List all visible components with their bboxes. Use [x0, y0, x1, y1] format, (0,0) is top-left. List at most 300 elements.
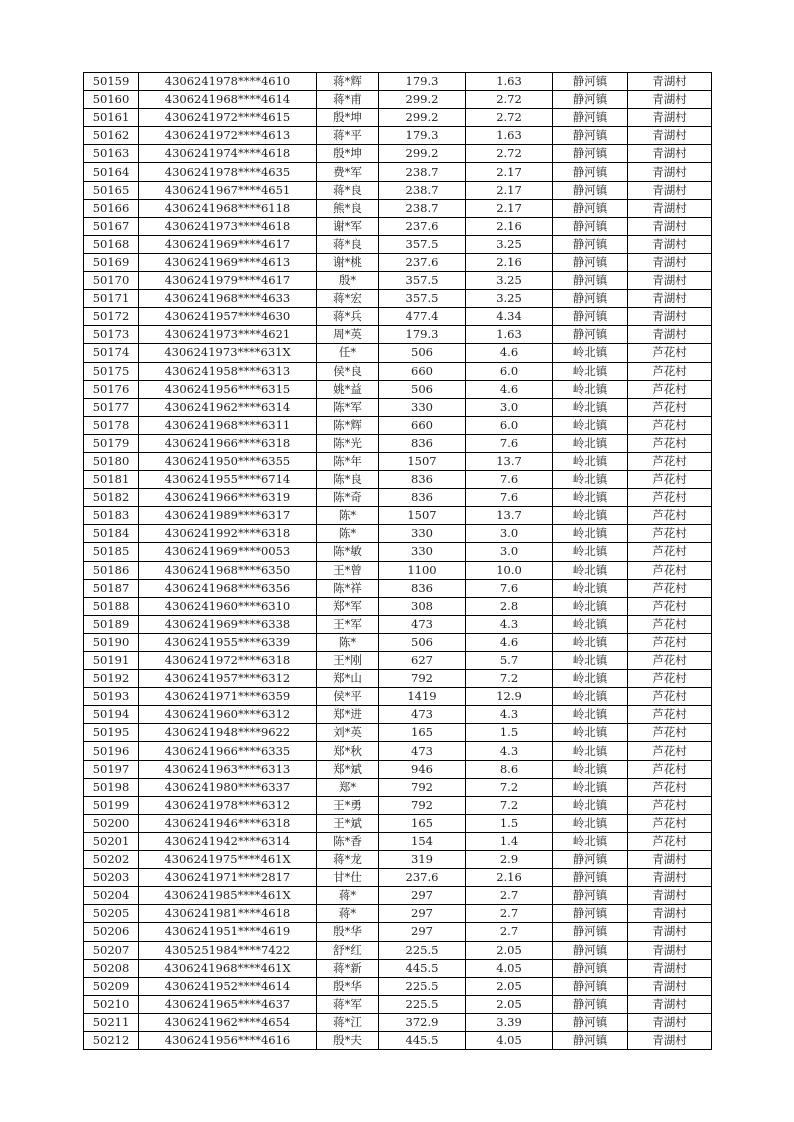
cell-id-number: 4306241957****4630	[139, 308, 317, 326]
cell-id-number: 4306241966****6319	[139, 489, 317, 507]
cell-amount: 836	[379, 471, 466, 489]
cell-village: 青湖村	[628, 308, 712, 326]
cell-quantity: 4.3	[466, 706, 553, 724]
cell-id-number: 4306241956****6315	[139, 380, 317, 398]
cell-amount: 445.5	[379, 1031, 466, 1049]
cell-serial-number: 50204	[84, 887, 139, 905]
table-row	[84, 615, 712, 633]
cell-amount: 238.7	[379, 181, 466, 199]
cell-id-number: 4306241980****6337	[139, 778, 317, 796]
cell-name: 蒋*江	[317, 1013, 379, 1031]
cell-serial-number: 50182	[84, 489, 139, 507]
cell-town: 岭北镇	[553, 579, 628, 597]
cell-amount: 660	[379, 416, 466, 434]
cell-serial-number: 50196	[84, 742, 139, 760]
cell-town: 岭北镇	[553, 507, 628, 525]
cell-serial-number: 50177	[84, 398, 139, 416]
cell-serial-number: 50188	[84, 597, 139, 615]
cell-id-number: 4306241992****6318	[139, 525, 317, 543]
cell-amount: 330	[379, 398, 466, 416]
cell-serial-number: 50164	[84, 163, 139, 181]
cell-quantity: 2.72	[466, 91, 553, 109]
cell-quantity: 4.6	[466, 633, 553, 651]
cell-serial-number: 50167	[84, 217, 139, 235]
cell-village: 青湖村	[628, 941, 712, 959]
table-row	[84, 344, 712, 362]
cell-serial-number: 50178	[84, 416, 139, 434]
cell-quantity: 3.0	[466, 543, 553, 561]
cell-town: 岭北镇	[553, 398, 628, 416]
cell-town: 岭北镇	[553, 670, 628, 688]
cell-id-number: 4306241955****6339	[139, 633, 317, 651]
table-row	[84, 796, 712, 814]
cell-amount: 238.7	[379, 199, 466, 217]
cell-name: 侯*平	[317, 688, 379, 706]
table-row	[84, 579, 712, 597]
cell-quantity: 3.0	[466, 398, 553, 416]
table-row	[84, 253, 712, 271]
cell-serial-number: 50195	[84, 724, 139, 742]
cell-amount: 308	[379, 597, 466, 615]
cell-quantity: 7.6	[466, 579, 553, 597]
table-row	[84, 706, 712, 724]
cell-village: 青湖村	[628, 977, 712, 995]
table-row	[84, 977, 712, 995]
cell-town: 静河镇	[553, 977, 628, 995]
cell-town: 静河镇	[553, 199, 628, 217]
cell-amount: 154	[379, 832, 466, 850]
cell-amount: 297	[379, 923, 466, 941]
table-row	[84, 109, 712, 127]
cell-serial-number: 50175	[84, 362, 139, 380]
cell-serial-number: 50199	[84, 796, 139, 814]
cell-amount: 445.5	[379, 959, 466, 977]
cell-name: 陈*祥	[317, 579, 379, 597]
table-row	[84, 127, 712, 145]
cell-id-number: 4306241968****4614	[139, 91, 317, 109]
cell-name: 陈*香	[317, 832, 379, 850]
cell-amount: 225.5	[379, 941, 466, 959]
cell-town: 岭北镇	[553, 724, 628, 742]
cell-id-number: 4306241969****4613	[139, 253, 317, 271]
cell-town: 静河镇	[553, 1031, 628, 1049]
cell-id-number: 4306241973****4621	[139, 326, 317, 344]
cell-name: 殷*坤	[317, 145, 379, 163]
cell-village: 青湖村	[628, 253, 712, 271]
cell-town: 静河镇	[553, 109, 628, 127]
cell-name: 刘*英	[317, 724, 379, 742]
cell-name: 蒋*良	[317, 181, 379, 199]
cell-serial-number: 50198	[84, 778, 139, 796]
table-row	[84, 73, 712, 91]
cell-quantity: 6.0	[466, 416, 553, 434]
cell-name: 陈*光	[317, 434, 379, 452]
cell-town: 静河镇	[553, 272, 628, 290]
cell-town: 岭北镇	[553, 706, 628, 724]
cell-amount: 357.5	[379, 272, 466, 290]
cell-quantity: 4.34	[466, 308, 553, 326]
cell-town: 静河镇	[553, 308, 628, 326]
cell-name: 蒋*军	[317, 995, 379, 1013]
cell-quantity: 2.16	[466, 253, 553, 271]
cell-name: 蒋*甫	[317, 91, 379, 109]
cell-serial-number: 50172	[84, 308, 139, 326]
cell-town: 岭北镇	[553, 543, 628, 561]
table-row	[84, 1031, 712, 1049]
cell-quantity: 4.3	[466, 742, 553, 760]
cell-name: 陈*辉	[317, 416, 379, 434]
cell-id-number: 4306241978****4635	[139, 163, 317, 181]
cell-name: 舒*红	[317, 941, 379, 959]
cell-id-number: 4306241969****0053	[139, 543, 317, 561]
cell-amount: 357.5	[379, 290, 466, 308]
table-row	[84, 633, 712, 651]
table-row	[84, 308, 712, 326]
cell-village: 芦花村	[628, 633, 712, 651]
cell-town: 静河镇	[553, 887, 628, 905]
cell-quantity: 1.5	[466, 814, 553, 832]
cell-village: 青湖村	[628, 1013, 712, 1031]
cell-quantity: 5.7	[466, 652, 553, 670]
cell-amount: 299.2	[379, 145, 466, 163]
cell-quantity: 13.7	[466, 452, 553, 470]
cell-village: 芦花村	[628, 543, 712, 561]
cell-name: 陈*良	[317, 471, 379, 489]
cell-name: 王*军	[317, 615, 379, 633]
cell-name: 王*斌	[317, 814, 379, 832]
cell-quantity: 1.4	[466, 832, 553, 850]
cell-name: 蒋*新	[317, 959, 379, 977]
cell-village: 芦花村	[628, 579, 712, 597]
cell-serial-number: 50186	[84, 561, 139, 579]
cell-name: 王*刚	[317, 652, 379, 670]
cell-name: 郑*秋	[317, 742, 379, 760]
cell-village: 芦花村	[628, 362, 712, 380]
cell-quantity: 3.39	[466, 1013, 553, 1031]
cell-village: 芦花村	[628, 832, 712, 850]
cell-town: 岭北镇	[553, 832, 628, 850]
cell-town: 岭北镇	[553, 814, 628, 832]
cell-amount: 179.3	[379, 326, 466, 344]
table-row	[84, 416, 712, 434]
cell-quantity: 2.17	[466, 181, 553, 199]
cell-village: 青湖村	[628, 145, 712, 163]
cell-id-number: 4306241981****4618	[139, 905, 317, 923]
table-row	[84, 851, 712, 869]
table-row	[84, 181, 712, 199]
cell-village: 芦花村	[628, 452, 712, 470]
cell-amount: 330	[379, 543, 466, 561]
cell-town: 岭北镇	[553, 434, 628, 452]
cell-name: 陈*	[317, 525, 379, 543]
cell-serial-number: 50206	[84, 923, 139, 941]
cell-village: 青湖村	[628, 109, 712, 127]
cell-town: 岭北镇	[553, 525, 628, 543]
table-row	[84, 380, 712, 398]
cell-quantity: 7.6	[466, 489, 553, 507]
cell-town: 岭北镇	[553, 561, 628, 579]
cell-quantity: 2.7	[466, 887, 553, 905]
cell-serial-number: 50191	[84, 652, 139, 670]
cell-amount: 357.5	[379, 235, 466, 253]
cell-quantity: 2.17	[466, 163, 553, 181]
cell-amount: 477.4	[379, 308, 466, 326]
cell-amount: 165	[379, 724, 466, 742]
cell-id-number: 4306241962****4654	[139, 1013, 317, 1031]
cell-town: 岭北镇	[553, 471, 628, 489]
cell-serial-number: 50180	[84, 452, 139, 470]
cell-quantity: 6.0	[466, 362, 553, 380]
table-row	[84, 199, 712, 217]
cell-quantity: 7.2	[466, 796, 553, 814]
table-row	[84, 290, 712, 308]
cell-quantity: 2.72	[466, 109, 553, 127]
cell-id-number: 4306241972****6318	[139, 652, 317, 670]
cell-name: 陈*	[317, 507, 379, 525]
cell-amount: 299.2	[379, 109, 466, 127]
cell-name: 殷*坤	[317, 109, 379, 127]
cell-village: 芦花村	[628, 525, 712, 543]
table-row	[84, 272, 712, 290]
cell-name: 陈*	[317, 633, 379, 651]
cell-id-number: 4306241978****4610	[139, 73, 317, 91]
cell-amount: 179.3	[379, 73, 466, 91]
cell-serial-number: 50165	[84, 181, 139, 199]
cell-village: 青湖村	[628, 217, 712, 235]
cell-id-number: 4306241969****4617	[139, 235, 317, 253]
table-row	[84, 814, 712, 832]
cell-id-number: 4306241972****4615	[139, 109, 317, 127]
table-row	[84, 832, 712, 850]
table-row	[84, 452, 712, 470]
cell-serial-number: 50163	[84, 145, 139, 163]
cell-id-number: 4306241973****4618	[139, 217, 317, 235]
cell-village: 青湖村	[628, 869, 712, 887]
cell-name: 郑*军	[317, 597, 379, 615]
cell-serial-number: 50211	[84, 1013, 139, 1031]
table-row	[84, 145, 712, 163]
cell-town: 静河镇	[553, 959, 628, 977]
table-row	[84, 652, 712, 670]
cell-quantity: 2.17	[466, 199, 553, 217]
cell-id-number: 4306241969****6338	[139, 615, 317, 633]
cell-village: 青湖村	[628, 73, 712, 91]
cell-name: 郑*斌	[317, 760, 379, 778]
cell-village: 芦花村	[628, 507, 712, 525]
cell-name: 周*英	[317, 326, 379, 344]
cell-town: 静河镇	[553, 253, 628, 271]
table-row	[84, 235, 712, 253]
cell-amount: 299.2	[379, 91, 466, 109]
table-row	[84, 91, 712, 109]
table-row	[84, 543, 712, 561]
cell-serial-number: 50159	[84, 73, 139, 91]
table-row	[84, 217, 712, 235]
cell-village: 芦花村	[628, 434, 712, 452]
cell-id-number: 4306241968****4633	[139, 290, 317, 308]
cell-id-number: 4306241973****631X	[139, 344, 317, 362]
cell-serial-number: 50205	[84, 905, 139, 923]
cell-amount: 179.3	[379, 127, 466, 145]
cell-amount: 473	[379, 706, 466, 724]
cell-name: 侯*良	[317, 362, 379, 380]
cell-village: 芦花村	[628, 344, 712, 362]
cell-town: 静河镇	[553, 91, 628, 109]
cell-id-number: 4306241942****6314	[139, 832, 317, 850]
table-row	[84, 398, 712, 416]
cell-quantity: 3.25	[466, 290, 553, 308]
table-row	[84, 434, 712, 452]
cell-village: 青湖村	[628, 181, 712, 199]
cell-quantity: 2.9	[466, 851, 553, 869]
cell-name: 陈*军	[317, 398, 379, 416]
cell-id-number: 4306241950****6355	[139, 452, 317, 470]
cell-quantity: 2.05	[466, 995, 553, 1013]
cell-name: 郑*	[317, 778, 379, 796]
cell-name: 谢*桃	[317, 253, 379, 271]
cell-id-number: 4306241966****6335	[139, 742, 317, 760]
cell-town: 岭北镇	[553, 796, 628, 814]
cell-quantity: 1.63	[466, 73, 553, 91]
cell-serial-number: 50161	[84, 109, 139, 127]
cell-amount: 792	[379, 778, 466, 796]
cell-village: 芦花村	[628, 724, 712, 742]
cell-name: 蒋*平	[317, 127, 379, 145]
cell-village: 芦花村	[628, 471, 712, 489]
cell-village: 青湖村	[628, 959, 712, 977]
cell-quantity: 4.05	[466, 1031, 553, 1049]
cell-town: 静河镇	[553, 995, 628, 1013]
cell-name: 谢*军	[317, 217, 379, 235]
table-row	[84, 923, 712, 941]
cell-serial-number: 50203	[84, 869, 139, 887]
cell-quantity: 7.2	[466, 778, 553, 796]
cell-amount: 297	[379, 887, 466, 905]
cell-serial-number: 50192	[84, 670, 139, 688]
cell-name: 蒋*宏	[317, 290, 379, 308]
cell-name: 蒋*兵	[317, 308, 379, 326]
cell-village: 芦花村	[628, 597, 712, 615]
cell-town: 岭北镇	[553, 416, 628, 434]
cell-village: 青湖村	[628, 326, 712, 344]
cell-town: 静河镇	[553, 923, 628, 941]
cell-village: 芦花村	[628, 706, 712, 724]
cell-serial-number: 50207	[84, 941, 139, 959]
cell-serial-number: 50183	[84, 507, 139, 525]
table-row	[84, 362, 712, 380]
cell-id-number: 4306241968****6118	[139, 199, 317, 217]
cell-id-number: 4306241965****4637	[139, 995, 317, 1013]
cell-name: 任*	[317, 344, 379, 362]
table-row	[84, 742, 712, 760]
cell-village: 芦花村	[628, 416, 712, 434]
cell-name: 姚*益	[317, 380, 379, 398]
cell-village: 芦花村	[628, 561, 712, 579]
cell-town: 静河镇	[553, 235, 628, 253]
table-row	[84, 1013, 712, 1031]
cell-id-number: 4306241960****6312	[139, 706, 317, 724]
cell-serial-number: 50168	[84, 235, 139, 253]
cell-serial-number: 50201	[84, 832, 139, 850]
cell-serial-number: 50208	[84, 959, 139, 977]
cell-town: 岭北镇	[553, 652, 628, 670]
cell-village: 芦花村	[628, 796, 712, 814]
cell-village: 芦花村	[628, 652, 712, 670]
cell-id-number: 4306241972****4613	[139, 127, 317, 145]
cell-id-number: 4306241974****4618	[139, 145, 317, 163]
cell-amount: 1100	[379, 561, 466, 579]
cell-amount: 237.6	[379, 253, 466, 271]
cell-town: 静河镇	[553, 851, 628, 869]
cell-id-number: 4306241967****4651	[139, 181, 317, 199]
cell-amount: 238.7	[379, 163, 466, 181]
cell-amount: 473	[379, 742, 466, 760]
cell-amount: 506	[379, 344, 466, 362]
cell-id-number: 4306241978****6312	[139, 796, 317, 814]
cell-quantity: 2.8	[466, 597, 553, 615]
cell-quantity: 2.72	[466, 145, 553, 163]
cell-village: 芦花村	[628, 742, 712, 760]
cell-town: 静河镇	[553, 181, 628, 199]
table-row	[84, 959, 712, 977]
cell-id-number: 4306241962****6314	[139, 398, 317, 416]
table-row	[84, 507, 712, 525]
cell-town: 岭北镇	[553, 615, 628, 633]
cell-town: 静河镇	[553, 290, 628, 308]
cell-village: 芦花村	[628, 760, 712, 778]
cell-id-number: 4306241968****6356	[139, 579, 317, 597]
table-row	[84, 941, 712, 959]
cell-town: 静河镇	[553, 905, 628, 923]
cell-name: 陈*奇	[317, 489, 379, 507]
cell-id-number: 4306241956****4616	[139, 1031, 317, 1049]
cell-village: 芦花村	[628, 778, 712, 796]
cell-quantity: 2.7	[466, 905, 553, 923]
table-row	[84, 995, 712, 1013]
cell-village: 青湖村	[628, 199, 712, 217]
cell-town: 岭北镇	[553, 633, 628, 651]
table-row	[84, 760, 712, 778]
cell-village: 芦花村	[628, 489, 712, 507]
cell-amount: 225.5	[379, 995, 466, 1013]
cell-quantity: 8.6	[466, 760, 553, 778]
cell-town: 静河镇	[553, 127, 628, 145]
cell-quantity: 7.6	[466, 434, 553, 452]
cell-serial-number: 50185	[84, 543, 139, 561]
cell-town: 静河镇	[553, 326, 628, 344]
cell-amount: 1419	[379, 688, 466, 706]
cell-name: 陈*敏	[317, 543, 379, 561]
cell-amount: 660	[379, 362, 466, 380]
cell-amount: 237.6	[379, 869, 466, 887]
cell-serial-number: 50189	[84, 615, 139, 633]
cell-serial-number: 50160	[84, 91, 139, 109]
table-row	[84, 905, 712, 923]
table-row	[84, 887, 712, 905]
cell-id-number: 4306241948****9622	[139, 724, 317, 742]
cell-amount: 506	[379, 633, 466, 651]
cell-id-number: 4306241946****6318	[139, 814, 317, 832]
cell-serial-number: 50200	[84, 814, 139, 832]
cell-name: 陈*年	[317, 452, 379, 470]
cell-id-number: 4306241951****4619	[139, 923, 317, 941]
cell-id-number: 4305251984****7422	[139, 941, 317, 959]
cell-village: 青湖村	[628, 163, 712, 181]
cell-town: 岭北镇	[553, 380, 628, 398]
cell-serial-number: 50173	[84, 326, 139, 344]
cell-town: 岭北镇	[553, 778, 628, 796]
table-row	[84, 489, 712, 507]
